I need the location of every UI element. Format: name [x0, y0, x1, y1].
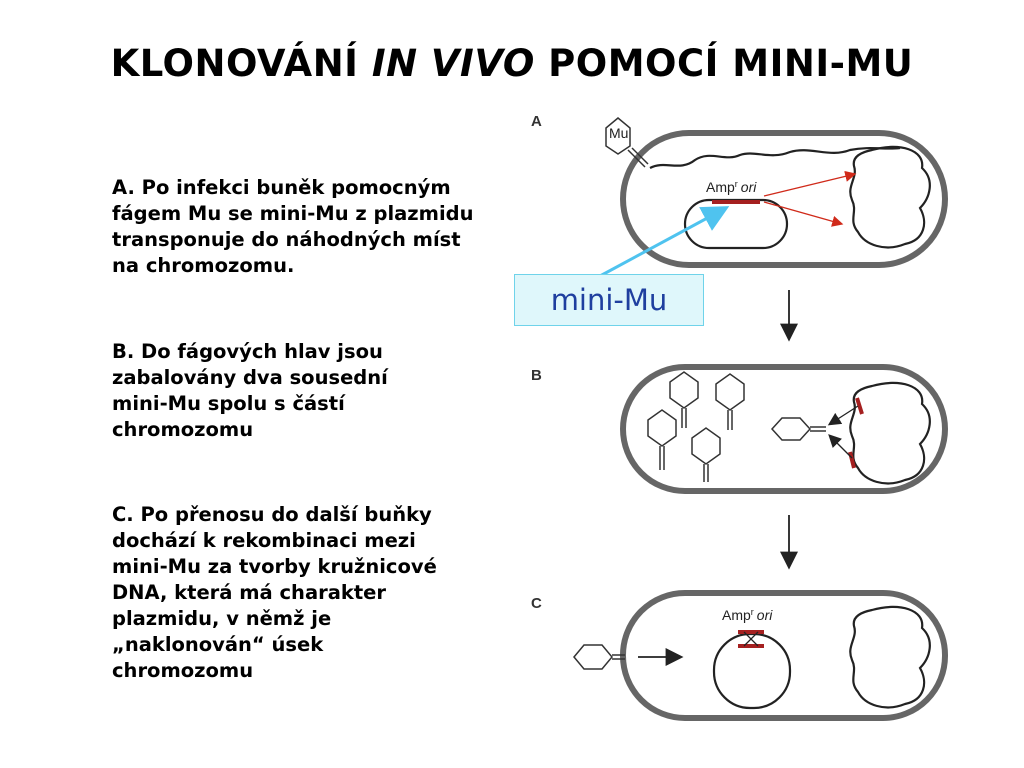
panel-b-label: B	[531, 367, 542, 384]
mu-dna	[650, 148, 900, 168]
phage-mu-label: Mu	[609, 125, 629, 141]
paragraph-c-line: „naklonován“ úsek	[112, 633, 324, 656]
paragraph-a-line: na chromozomu.	[112, 254, 295, 277]
phage-c-head	[574, 645, 612, 669]
phage-head	[670, 372, 698, 408]
chromosome-b	[850, 383, 930, 483]
paragraph-b-line: zabalovány dva sousední	[112, 366, 388, 389]
insertion-arrow	[764, 202, 842, 224]
title-italic: IN VIVO	[371, 42, 535, 85]
paragraph-c-line: DNA, která má charakter	[112, 581, 387, 604]
paragraph-a-line: fágem Mu se mini-Mu z plazmidu	[112, 202, 474, 225]
paragraph-a-line: transponuje do náhodných míst	[112, 228, 461, 251]
paragraph-c-line: chromozomu	[112, 659, 254, 682]
amp-label-c: Amp$^r$ ori	[722, 607, 773, 623]
amp-label-a: Amp$^r$ ori	[706, 179, 757, 195]
plasmid-a	[685, 200, 787, 248]
phage-head	[648, 410, 676, 446]
phage-head	[692, 428, 720, 464]
phage-head	[772, 418, 810, 440]
mini-mu-callout: mini-Mu	[514, 274, 704, 326]
phage-heads	[648, 372, 826, 482]
paragraph-b-line: chromozomu	[112, 418, 254, 441]
cell-c-membrane	[623, 593, 945, 718]
paragraph-c-line: C. Po přenosu do další buňky	[112, 503, 432, 526]
paragraph-b-line: B. Do fágových hlav jsou	[112, 340, 383, 363]
title-part1: KLONOVÁNÍ	[110, 42, 372, 85]
chromosome-c	[850, 607, 930, 707]
chromosome-a	[850, 147, 930, 247]
paragraph-c-line: mini-Mu za tvorby kružnicové	[112, 555, 437, 578]
panel-a-label: A	[531, 113, 542, 130]
packaging-arrow	[830, 436, 852, 458]
phage-head	[716, 374, 744, 410]
paragraph-b-line: mini-Mu spolu s částí	[112, 392, 345, 415]
insertion-arrow	[764, 174, 855, 196]
title-part2: POMOCÍ MINI-MU	[534, 42, 914, 85]
paragraph-c-line: plazmidu, v němž je	[112, 607, 332, 630]
paragraph-c-line: dochází k rekombinaci mezi	[112, 529, 416, 552]
paragraph-a-line: A. Po infekci buněk pomocným	[112, 176, 451, 199]
panel-c-label: C	[531, 595, 542, 612]
